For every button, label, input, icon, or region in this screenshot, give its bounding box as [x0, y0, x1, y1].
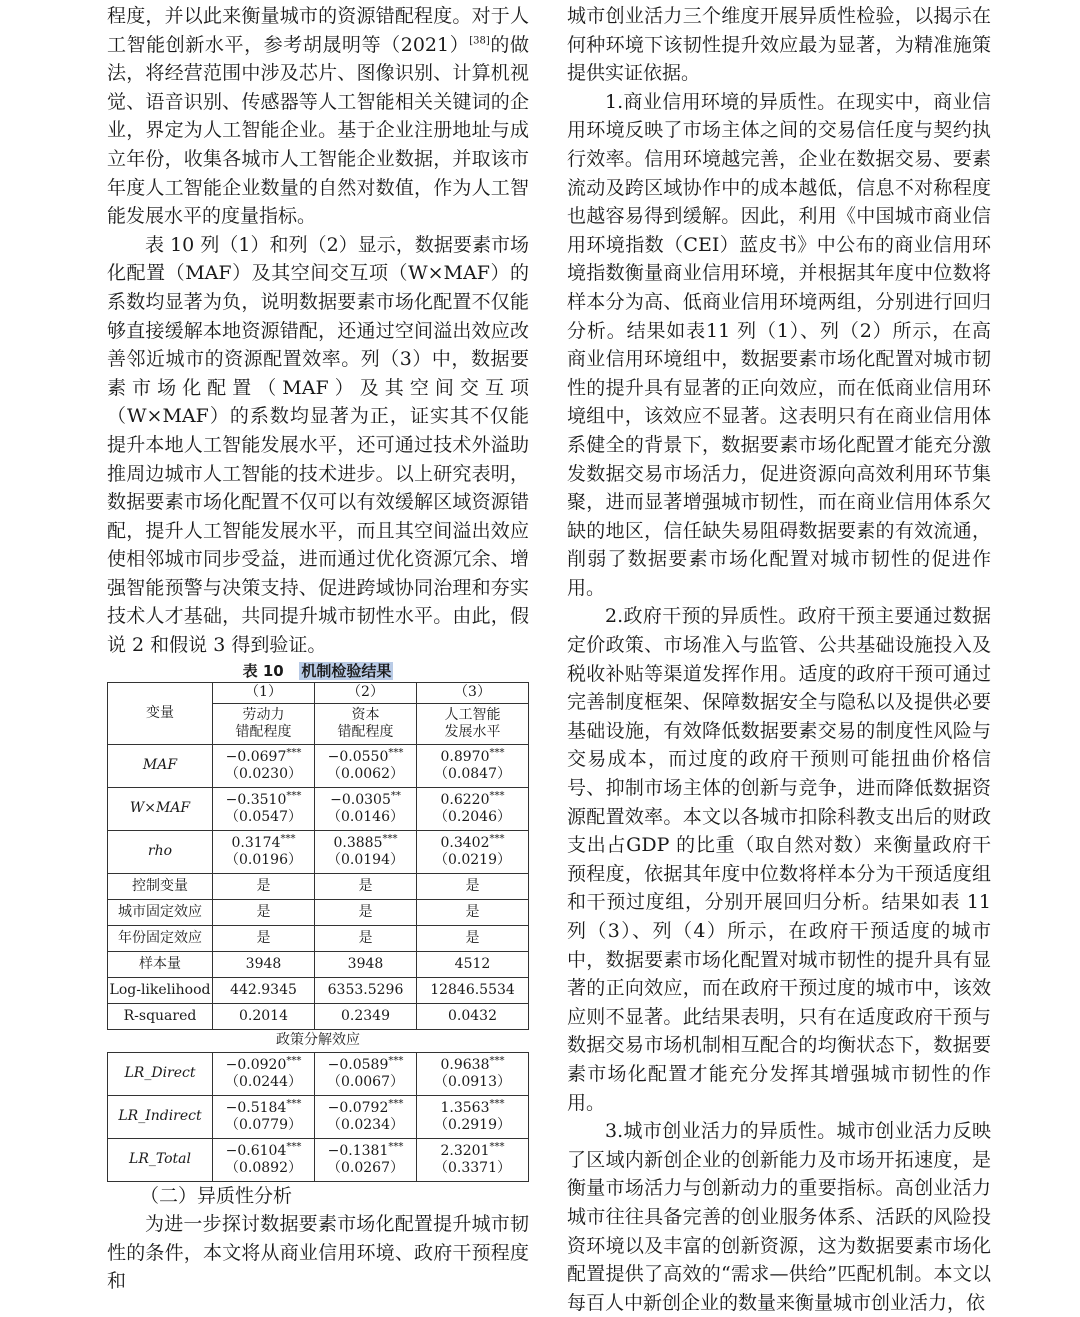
table-row [108, 951, 529, 977]
coefficient-cell [315, 1138, 417, 1181]
value-cell: 6353.5296 [315, 977, 417, 1003]
coefficient-value: 0.3885*** [333, 833, 398, 851]
value-cell: 4512 [417, 951, 529, 977]
coefficient-value: −0.0697*** [225, 747, 302, 765]
table-row [108, 925, 529, 951]
coefficient-cell [213, 830, 315, 873]
variable-name: MAF [108, 744, 213, 787]
significance-stars: *** [489, 1098, 505, 1109]
column-number: （2） [315, 682, 417, 703]
paragraph-credit: 1.商业信用环境的异质性。在现实中，商业信用环境反映了市场主体之间的交易信任度与契约执行效率。信用环境越完善，企业在数据交易、要素流动及跨区域协作中的成本越低，信息不对称程度也越容易得到缓解。因此，利用《中国城市商业信用环境指数（CEI）蓝皮书》中公布的商业信用环境指数衡量商业信用环境，并根据其年度中位数将样本分为高、低商业信用环境两组，分别进行回归分析。结果如表11 列（1）、列（2）所示，在高商业信用环境组中，数据要素市场化配置对城市韧性的提升具有显著的正向效应，而在低商业信用环境组中，该效应不显著。这表明只有在商业信用体系健全的背景下，数据要素市场化配置才能充分激发数据交易市场活力，促进资源向高效利用环节集聚，进而显著增强城市韧性，而在商业信用体系欠缺的地区，信任缺失易阻碍数据要素的有效流通，削弱了数据要素市场化配置对城市韧性的促进作用。 [567, 90, 991, 599]
table-label: 表 10 [242, 661, 284, 680]
coefficient-value: −0.6104*** [225, 1141, 302, 1159]
column-label-line: 错配程度 [235, 723, 292, 740]
value-cell: 是 [417, 873, 529, 899]
coefficient-cell [417, 787, 529, 830]
coefficient-value: −0.1381*** [327, 1141, 404, 1159]
paragraph-intro: 程度，并以此来衡量城市的资源错配程度。对于人工智能创新水平，参考胡晟明等（2021）[38]的做法，将经营范围中涉及芯片、图像识别、计算机视觉、语音识别、传感器等人工智能相关关键词的企业，界定为人工智能企业。基于企业注册地址与成立年份，收集各城市人工智能企业数据，并取该市年度人工智能企业数量的自然对数值，作为人工智能发展水平的度量指标。 [107, 5, 529, 228]
significance-stars: *** [489, 833, 505, 844]
column-label [417, 703, 529, 744]
value-cell: 是 [213, 925, 315, 951]
table-row [108, 1095, 529, 1138]
coefficient-value: 0.9638*** [440, 1055, 505, 1073]
coefficient-cell [213, 1095, 315, 1138]
value-cell: 是 [213, 873, 315, 899]
table-row [108, 787, 529, 830]
column-label-line: 资本 [351, 706, 380, 723]
standard-error: （0.0892） [225, 1159, 302, 1176]
significance-stars: *** [382, 833, 398, 844]
significance-stars: ** [390, 790, 401, 801]
variable-name: R-squared [108, 1003, 213, 1029]
coefficient-value: −0.0792*** [327, 1098, 404, 1116]
coefficient-cell [315, 830, 417, 873]
standard-error: （0.0146） [327, 808, 404, 825]
variable-name: 年份固定效应 [108, 925, 213, 951]
coefficient-value: 1.3563*** [440, 1098, 505, 1116]
column-label-line: 劳动力 [242, 706, 285, 723]
table-row [108, 744, 529, 787]
value-cell: 3948 [213, 951, 315, 977]
right-column [567, 2, 991, 1317]
standard-error: （0.0267） [327, 1159, 404, 1176]
table-row [108, 1052, 529, 1095]
coefficient-cell [315, 1095, 417, 1138]
coefficient-cell [213, 1052, 315, 1095]
paragraph-results: 表 10 列（1）和列（2）显示，数据要素市场化配置（MAF）及其空间交互项（W×MAF）的系数均显著为负，说明数据要素市场化配置不仅能够直接缓解本地资源错配，还通过空间溢出效应改善邻近城市的资源配置效率。列（3）中，数据要素市场化配置（MAF）及其空间交互项（W×MAF）的系数均显著为正，证实其不仅能提升本地人工智能发展水平，还可通过技术外溢助推周边城市人工智能的技术进步。以上研究表明，数据要素市场化配置不仅可以有效缓解区域资源错配，提升人工智能发展水平，而且其空间溢出效应使相邻城市同步受益，进而通过优化资源冗余、增强智能预警与决策支持、促进跨域协同治理和夯实技术人才基础，共同提升城市韧性水平。由此，假说 2 和假说 3 得到验证。 [107, 233, 529, 657]
standard-error: （0.0547） [225, 808, 302, 825]
variable-name: rho [108, 830, 213, 873]
standard-error: （0.0779） [225, 1116, 302, 1133]
value-cell: 3948 [315, 951, 417, 977]
significance-stars: *** [286, 747, 302, 758]
coefficient-cell [213, 1138, 315, 1181]
variable-name: 城市固定效应 [108, 899, 213, 925]
significance-stars: *** [286, 790, 302, 801]
value-cell: 是 [417, 925, 529, 951]
table-caption [107, 661, 529, 681]
variable-header: 变量 [108, 682, 213, 744]
standard-error: （0.0913） [434, 1073, 511, 1090]
significance-stars: *** [388, 1098, 404, 1109]
column-number: （3） [417, 682, 529, 703]
coefficient-value: 0.3174*** [231, 833, 296, 851]
value-cell: 是 [213, 899, 315, 925]
significance-stars: *** [388, 1055, 404, 1066]
paragraph-startup: 3.城市创业活力的异质性。城市创业活力反映了区域内新创企业的创新能力及市场开拓速度，是衡量市场活力与创新动力的重要指标。高创业活力城市往往具备完善的创业服务体系、活跃的风险投资环境以及丰富的创新资源，这为数据要素市场化配置提供了高效的“需求—供给”匹配机制。本文以每百人中新创企业的数量来衡量城市创业活力，依 [567, 1120, 991, 1314]
coefficient-cell [417, 1138, 529, 1181]
significance-stars: *** [388, 747, 404, 758]
table-row [108, 1138, 529, 1181]
section-heading: （二）异质性分析 [140, 1184, 293, 1207]
value-cell: 是 [417, 899, 529, 925]
coefficient-cell [417, 830, 529, 873]
value-cell: 是 [315, 899, 417, 925]
variable-name: LR_Total [108, 1138, 213, 1181]
significance-stars: *** [489, 790, 505, 801]
standard-error: （0.0219） [434, 851, 511, 868]
subheader: 政策分解效应 [108, 1029, 529, 1052]
variable-name: 控制变量 [108, 873, 213, 899]
table-header-row [108, 682, 529, 703]
standard-error: （0.0244） [225, 1073, 302, 1090]
coefficient-cell [213, 787, 315, 830]
significance-stars: *** [280, 833, 296, 844]
standard-error: （0.0234） [327, 1116, 404, 1133]
coefficient-value: −0.0550*** [327, 747, 404, 765]
value-cell: 是 [315, 925, 417, 951]
standard-error: （0.2919） [434, 1116, 511, 1133]
significance-stars: *** [489, 1055, 505, 1066]
coefficient-cell [417, 744, 529, 787]
coefficient-value: −0.5184*** [225, 1098, 302, 1116]
standard-error: （0.0062） [327, 765, 404, 782]
column-label-line: 错配程度 [337, 723, 394, 740]
coefficient-value: −0.0920*** [225, 1055, 302, 1073]
mechanism-table [107, 682, 529, 1182]
coefficient-value: 0.3402*** [440, 833, 505, 851]
significance-stars: *** [286, 1055, 302, 1066]
standard-error: （0.3371） [434, 1159, 511, 1176]
significance-stars: *** [286, 1141, 302, 1152]
coefficient-cell [315, 744, 417, 787]
paragraph-continued: 城市创业活力三个维度开展异质性检验，以揭示在何种环境下该韧性提升效应最为显著，为精准施策提供实证依据。 [567, 5, 991, 85]
coefficient-value: −0.0589*** [327, 1055, 404, 1073]
column-number: （1） [213, 682, 315, 703]
paragraph-government: 2.政府干预的异质性。政府干预主要通过数据定价政策、市场准入与监管、公共基础设施投入及税收补贴等渠道发挥作用。适度的政府干预可通过完善制度框架、保障数据安全与隐私以及提供必要基础设施，有效降低数据要素交易的制度性风险与交易成本，而过度的政府干预则可能扭曲价格信号、抑制市场主体的创新与竞争，进而降低数据资源配置效率。本文以各城市扣除科教支出后的财政支出占GDP 的比重（取自然对数）来衡量政府干预程度，依据其年度中位数将样本分为干预适度组和干预过度组，分别开展回归分析。结果如表 11 列（3）、列（4）所示，在政府干预适度的城市中，数据要素市场化配置对城市韧性的提升具有显著的正向效应，而在政府干预过度的城市中，该效应则不显著。此结果表明，只有在适度政府干预与数据交易市场机制相互配合的均衡状态下，数据要素市场化配置才能充分发挥其增强城市韧性的作用。 [567, 605, 991, 1114]
coefficient-cell [417, 1095, 529, 1138]
coefficient-cell [213, 744, 315, 787]
left-column [107, 2, 529, 1296]
variable-name: LR_Indirect [108, 1095, 213, 1138]
value-cell: 0.0432 [417, 1003, 529, 1029]
standard-error: （0.0196） [225, 851, 302, 868]
coefficient-cell [417, 1052, 529, 1095]
standard-error: （0.0067） [327, 1073, 404, 1090]
column-label [213, 703, 315, 744]
coefficient-value: −0.0305** [330, 790, 401, 808]
variable-name: W×MAF [108, 787, 213, 830]
column-label-line: 人工智能 [444, 706, 501, 723]
variable-name: LR_Direct [108, 1052, 213, 1095]
table-row [108, 899, 529, 925]
variable-name: 样本量 [108, 951, 213, 977]
value-cell: 12846.5534 [417, 977, 529, 1003]
significance-stars: *** [489, 747, 505, 758]
significance-stars: *** [388, 1141, 404, 1152]
value-cell: 0.2349 [315, 1003, 417, 1029]
paragraph-heterogeneity: 为进一步探讨数据要素市场化配置提升城市韧性的条件，本文将从商业信用环境、政府干预程度和 [107, 1213, 529, 1293]
coefficient-value: 0.8970*** [440, 747, 505, 765]
table-subheader-row [108, 1029, 529, 1052]
column-label-line: 发展水平 [444, 723, 501, 740]
citation-ref: [38] [469, 35, 490, 47]
value-cell: 0.2014 [213, 1003, 315, 1029]
standard-error: （0.0230） [225, 765, 302, 782]
table-row [108, 977, 529, 1003]
coefficient-cell [315, 787, 417, 830]
significance-stars: *** [489, 1141, 505, 1152]
variable-name: Log-likelihood [108, 977, 213, 1003]
coefficient-value: −0.3510*** [225, 790, 302, 808]
standard-error: （0.0194） [327, 851, 404, 868]
table-row [108, 830, 529, 873]
table-title: 机制检验结果 [301, 661, 392, 680]
coefficient-cell [315, 1052, 417, 1095]
coefficient-value: 2.3201*** [440, 1141, 505, 1159]
value-cell: 442.9345 [213, 977, 315, 1003]
significance-stars: *** [286, 1098, 302, 1109]
standard-error: （0.2046） [434, 808, 511, 825]
standard-error: （0.0847） [434, 765, 511, 782]
table-row [108, 1003, 529, 1029]
value-cell: 是 [315, 873, 417, 899]
column-label [315, 703, 417, 744]
table-row [108, 873, 529, 899]
coefficient-value: 0.6220*** [440, 790, 505, 808]
